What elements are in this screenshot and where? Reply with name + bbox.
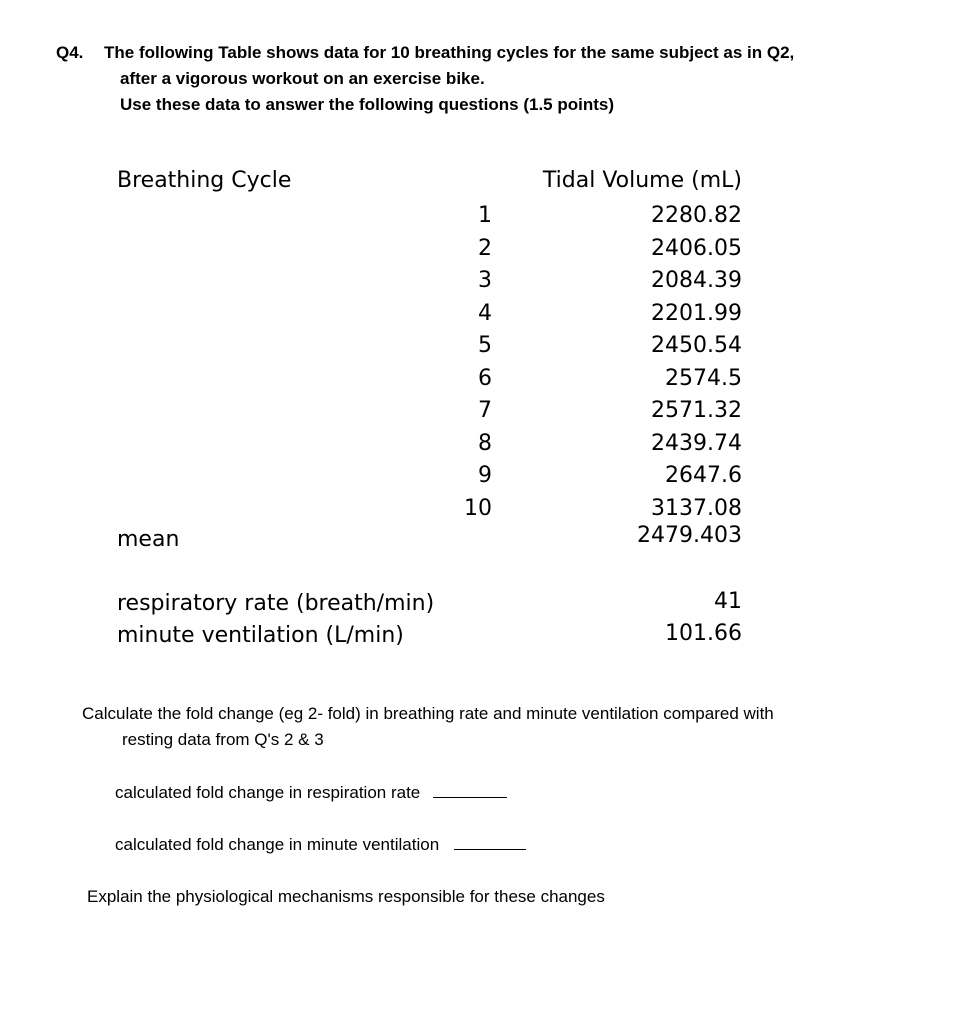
mean-label: mean (117, 527, 180, 552)
fold-vent-row (115, 835, 526, 855)
explain-prompt: Explain the physiological mechanisms responsible for these changes (87, 887, 605, 906)
calc-instruction-line-2: resting data from Q's 2 & 3 (122, 730, 324, 749)
col-header-cycle: Breathing Cycle (117, 168, 292, 193)
question-line-3: Use these data to answer the following questions (1.5 points) (120, 95, 615, 114)
question-line-1: The following Table shows data for 10 breathing cycles for the same subject as in Q2, (104, 43, 795, 62)
volume-cell: 2574.5 (665, 365, 742, 391)
mean-value: 2479.403 (637, 523, 742, 548)
fold-resp-answer-blank[interactable] (433, 783, 507, 798)
volume-cell: 2084.39 (651, 268, 742, 293)
volume-cell: 3137.08 (651, 495, 742, 521)
fold-vent-label: calculated fold change in minute ventilation (115, 835, 440, 854)
volume-cell: 2647.6 (665, 463, 742, 488)
min-vent-value: 101.66 (665, 621, 742, 646)
resp-rate-label: respiratory rate (breath/min) (117, 591, 435, 616)
volume-cell: 2201.99 (651, 300, 742, 326)
volume-cell: 2450.54 (651, 333, 742, 358)
question-header (56, 40, 916, 118)
calc-instruction-line-1: Calculate the fold change (eg 2- fold) in breathing rate and minute ventilation compared with (82, 704, 774, 723)
volume-cell: 2280.82 (651, 203, 742, 228)
cycle-column (440, 200, 492, 525)
cycle-cell: 10 (464, 495, 492, 521)
cycle-cell: 7 (478, 398, 492, 423)
min-vent-label: minute ventilation (L/min) (117, 623, 404, 648)
cycle-cell: 3 (478, 268, 492, 293)
volume-column (580, 200, 742, 525)
question-number: Q4. (56, 43, 84, 62)
question-line-2: after a vigorous workout on an exercise bike. (120, 69, 485, 88)
cycle-cell: 6 (478, 365, 492, 391)
cycle-cell: 2 (478, 235, 492, 261)
volume-cell: 2571.32 (651, 398, 742, 423)
fold-resp-label: calculated fold change in respiration rate (115, 783, 421, 802)
resp-rate-value: 41 (714, 589, 742, 614)
cycle-cell: 4 (478, 300, 492, 326)
cycle-cell: 5 (478, 333, 492, 358)
cycle-cell: 1 (478, 203, 492, 228)
volume-cell: 2406.05 (651, 235, 742, 261)
cycle-cell: 9 (478, 463, 492, 488)
col-header-volume: Tidal Volume (mL) (542, 168, 742, 193)
fold-resp-row (115, 783, 507, 803)
fold-vent-answer-blank[interactable] (454, 835, 526, 850)
volume-cell: 2439.74 (651, 430, 742, 456)
cycle-cell: 8 (478, 430, 492, 456)
